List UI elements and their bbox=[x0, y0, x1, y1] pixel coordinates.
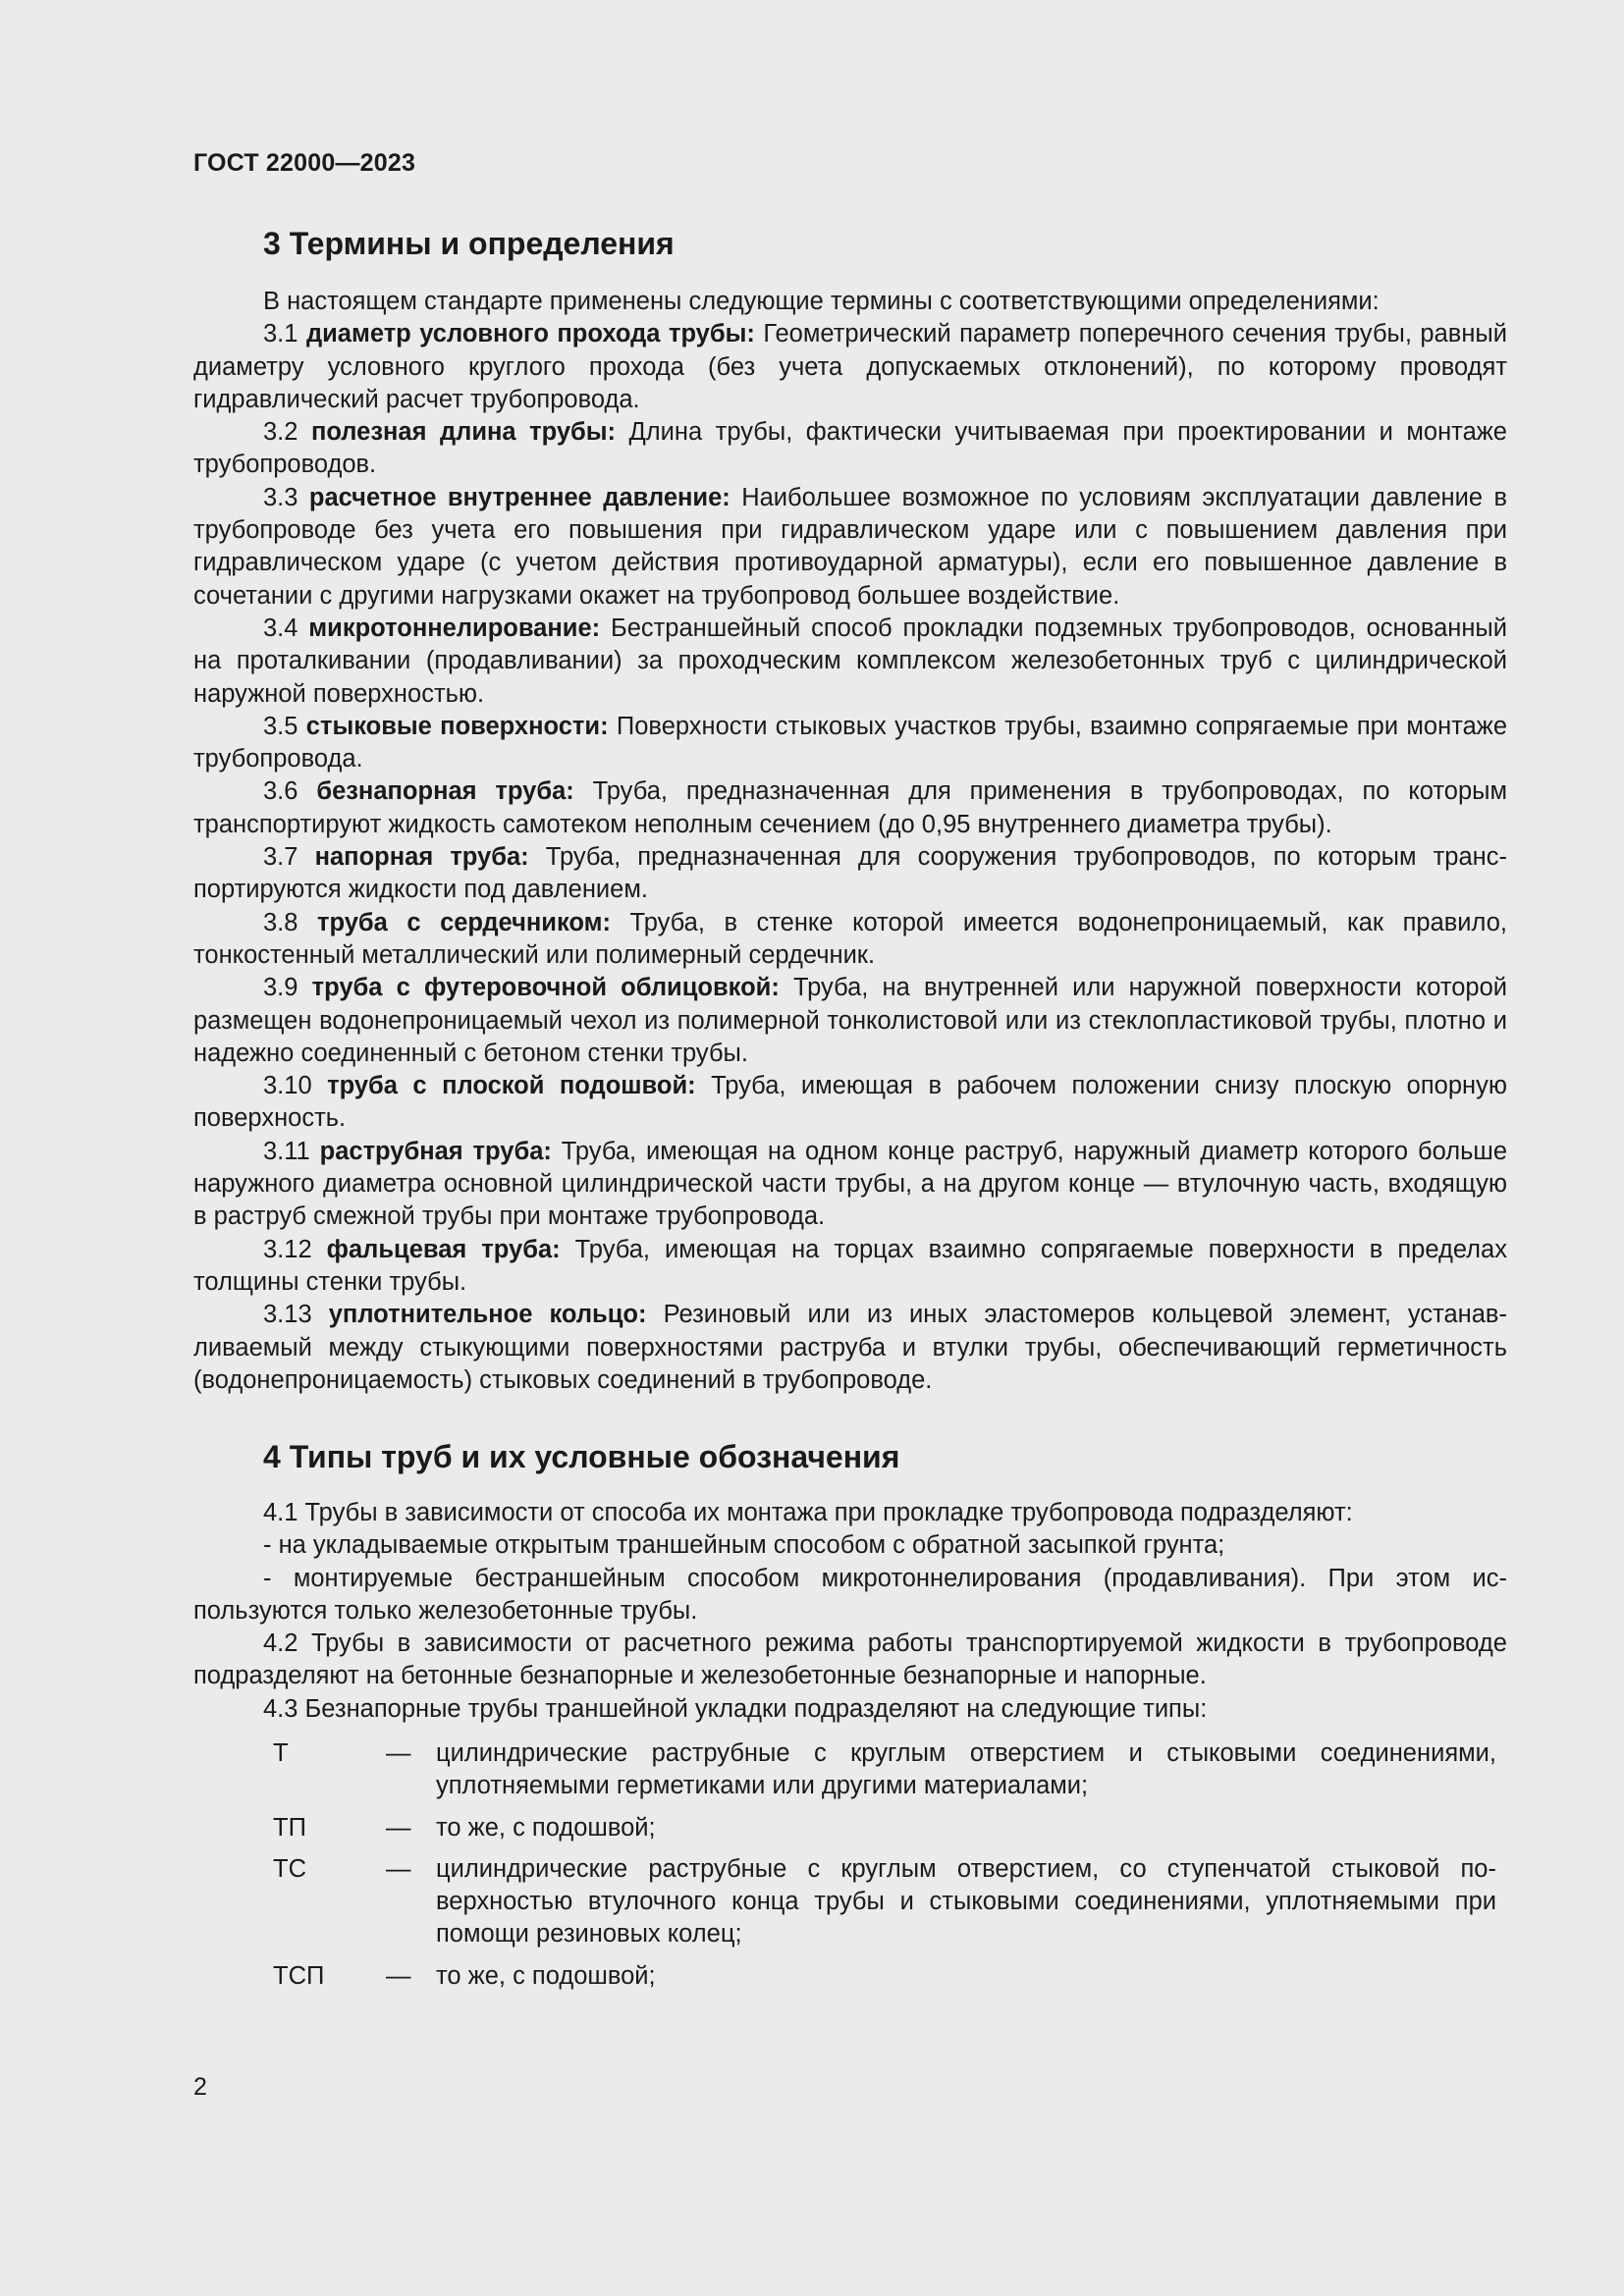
paragraph-4-3: 4.3 Безнапорные трубы траншейной укладки подразделяют на следующие типы: bbox=[263, 1694, 1208, 1723]
type-dash: — bbox=[386, 1961, 411, 1990]
term-3-1: 3.1 диаметр условного прохода трубы: Геометрический параметр поперечного сечения трубы, равный диаметру условного круглого прохода (без учета допускаемых отклонений), по которому проводят гидравлический расчет трубопровода. bbox=[193, 320, 1508, 413]
type-code: ТП bbox=[273, 1813, 306, 1842]
type-dash: — bbox=[386, 1813, 411, 1842]
term-label: полезная длина трубы: bbox=[310, 418, 617, 447]
term-3-7: 3.7 напорная труба: Труба, предназначенная для сооружения трубопроводов, по которым транспортируются жидкости под давлением. bbox=[193, 843, 1507, 904]
term-3-8: 3.8 труба с сердечником: Труба, в стенке которой имеется водонепроницаемый, как правило, тонкостенный металлический или полимерный сердечник. bbox=[193, 908, 1507, 969]
term-label: труба с плоской подошвой: bbox=[327, 1072, 696, 1100]
paragraph-4-2: 4.2 Трубы в зависимости от расчетного режима работы транспортируемой жидкости в трубопроводе подразделяют на бетонные безнапорные и железобетонные безнапорные и напорные. bbox=[193, 1629, 1507, 1690]
page-number: 2 bbox=[193, 2073, 207, 2101]
term-3-5: 3.5 стыковые поверхности: Поверхности стыковых участков трубы, взаимно сопрягаемые при монтаже трубопровода. bbox=[193, 712, 1508, 774]
section-3-body bbox=[193, 286, 1507, 1397]
term-label: труба с футеровочной облицовкой: bbox=[311, 974, 780, 1002]
type-code: Т bbox=[273, 1739, 289, 1767]
section-3-title: 3 Термины и определения bbox=[263, 226, 675, 261]
term-3-9: 3.9 труба с футеровочной облицовкой: Труба, на внутренней или наружной поверхности которой размещен водонепроницаемый чехол из полимерной тонколистовой или из стеклопластиковой трубы, плотно и надежно соединенный с бетоном стенки трубы. bbox=[193, 974, 1508, 1067]
section-3-intro: В настоящем стандарте применены следующие термины с соответствующими определениями: bbox=[263, 288, 1380, 315]
list-item-trench: - на укладываемые открытым траншейным способом с обратной засыпкой грунта; bbox=[263, 1531, 1225, 1560]
list-item-trenchless: - монтируемые бестраншейным способом микротоннелирования (продавливания). При этом используются только железобетонные трубы. bbox=[193, 1564, 1507, 1625]
term-label: безнапорная труба: bbox=[316, 777, 574, 806]
term-label: микротоннелирование: bbox=[308, 614, 601, 642]
term-label: стыковые поверхности: bbox=[305, 712, 609, 740]
type-row-tp bbox=[273, 1812, 1496, 1844]
type-description: цилиндрические раструбные с круглым отверстием и стыковыми соединениями, уплотняемыми герметиками или другими материалами; bbox=[436, 1739, 1496, 1800]
term-label: труба с сердечником: bbox=[316, 908, 612, 936]
type-row-t bbox=[273, 1737, 1496, 1803]
term-3-10: 3.10 труба с плоской подошвой: Труба, имеющая в рабочем положении снизу плоскую опорную поверхность. bbox=[193, 1072, 1507, 1133]
term-label: напорная труба: bbox=[314, 843, 529, 872]
type-description: то же, с подошвой; bbox=[436, 1813, 656, 1842]
term-3-13: 3.13 уплотнительное кольцо: Резиновый или из иных эластомеров кольцевой элемент, устанавливаемый между стыкующими поверхностями раструба и втулки трубы, обеспечивающий герметичность (водонепроницаемость) стыковых соединений в трубопроводе. bbox=[193, 1301, 1507, 1394]
paragraph-4-1: 4.1 Трубы в зависимости от способа их монтажа при прокладке трубопровода подразделяют: bbox=[263, 1499, 1353, 1526]
type-dash: — bbox=[386, 1854, 411, 1883]
term-3-2: 3.2 полезная длина трубы: Длина трубы, фактически учитываемая при проектировании и монтаже трубопроводов. bbox=[193, 418, 1507, 479]
term-3-4: 3.4 микротоннелирование: Бестраншейный способ прокладки подземных трубопроводов, основанный на проталкивании (продавливании) за проходческим комплексом железобетонных труб с цилиндрической наружной поверхностью. bbox=[193, 614, 1507, 708]
section-4-body bbox=[193, 1497, 1507, 1726]
term-label: расчетное внутреннее давление: bbox=[308, 483, 731, 511]
term-label: диаметр условного прохода трубы: bbox=[305, 320, 755, 348]
type-row-ts bbox=[273, 1853, 1496, 1951]
term-3-12: 3.12 фальцевая труба: Труба, имеющая на торцах взаимно сопрягаемые поверхности в пределах толщины стенки трубы. bbox=[193, 1235, 1507, 1296]
term-3-11: 3.11 раструбная труба: Труба, имеющая на одном конце раструб, наружный диаметр которого больше наружного диаметра основной цилиндрической части трубы, а на другом конце — втулочную часть, входящую в раструб смежной трубы при монтаже трубопровода. bbox=[193, 1137, 1508, 1231]
type-description: то же, с подошвой; bbox=[436, 1961, 656, 1990]
term-label: раструбная труба: bbox=[319, 1137, 552, 1165]
document-id: ГОСТ 22000—2023 bbox=[193, 149, 416, 177]
type-dash: — bbox=[386, 1739, 411, 1767]
term-3-6: 3.6 безнапорная труба: Труба, предназначенная для применения в трубопроводах, по которым транспортируют жидкость самотеком неполным сечением (до 0,95 внутреннего диаметра трубы). bbox=[193, 777, 1508, 838]
section-4-title: 4 Типы труб и их условные обозначения bbox=[263, 1439, 900, 1474]
type-code: ТС bbox=[273, 1854, 306, 1883]
pipe-type-list bbox=[273, 1737, 1496, 2002]
type-code: ТСП bbox=[273, 1961, 325, 1990]
type-row-tsp bbox=[273, 1960, 1496, 1993]
term-label: уплотнительное кольцо: bbox=[328, 1301, 647, 1329]
type-description: цилиндрические раструбные с круглым отверстием, со ступенчатой стыковой поверхностью втулочного конца трубы и стыковыми соединениями, уплотняемыми при помощи резиновых колец; bbox=[436, 1854, 1496, 1949]
term-3-3: 3.3 расчетное внутреннее давление: Наибольшее возможное по условиям эксплуатации давление в трубопроводе без учета его повышения при гидравлическом ударе или с повышением давления при гидравлическом ударе (с учетом действия противоударной арматуры), если его повышенное давление в сочетании с другими нагрузками окажет на трубопровод большее воздействие. bbox=[193, 483, 1507, 610]
term-label: фальцевая труба: bbox=[326, 1235, 561, 1263]
